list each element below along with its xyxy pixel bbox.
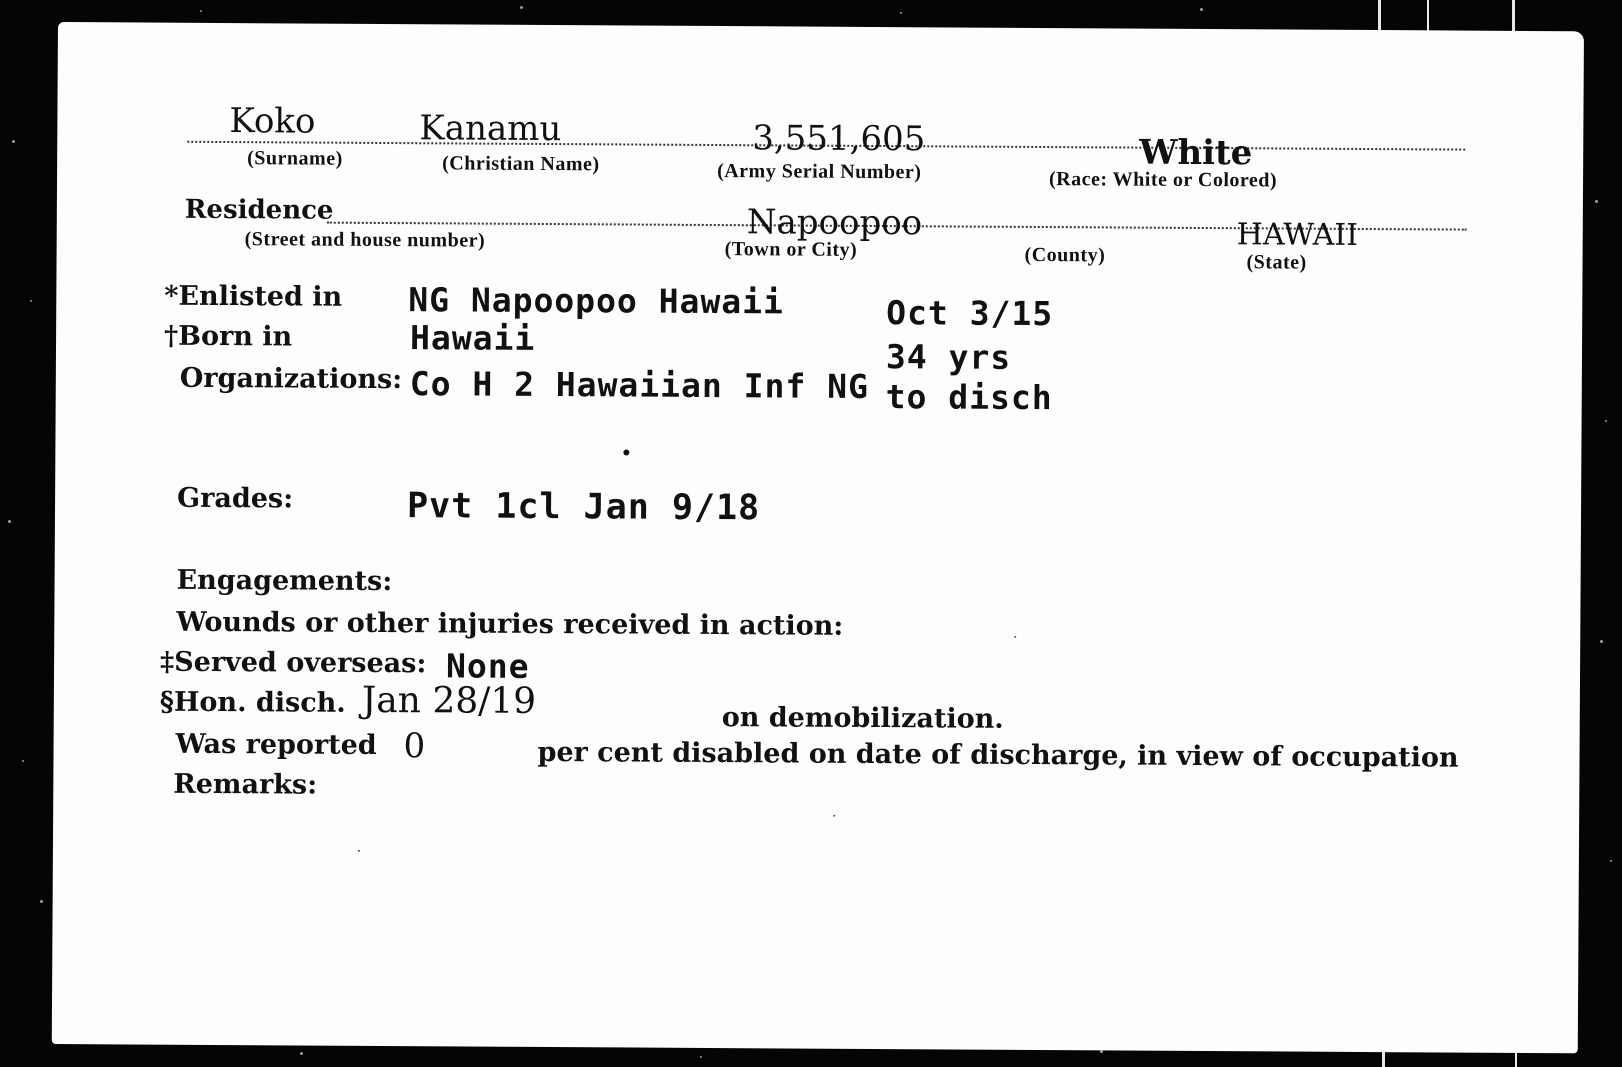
race-value: White <box>1139 132 1253 174</box>
overseas-label: ‡Served overseas: <box>159 646 427 680</box>
dust-speck <box>200 10 202 12</box>
remarks-label: Remarks: <box>173 768 318 801</box>
dust-speck <box>1200 8 1203 11</box>
dust-speck <box>300 1052 303 1055</box>
overseas-value: None <box>445 646 530 686</box>
enlisted-label: *Enlisted in <box>164 280 343 313</box>
street-label: (Street and house number) <box>244 228 486 252</box>
discharge-date: Jan 28/19 <box>361 679 537 722</box>
dust-speck <box>1610 860 1612 862</box>
engagements-label: Engagements: <box>176 564 393 598</box>
county-label: (County) <box>1024 243 1106 267</box>
christian-name-value: Kanamu <box>419 108 562 150</box>
service-record-card <box>52 22 1584 1053</box>
town-value: Napoopoo <box>746 202 923 244</box>
discharge-label: §Hon. disch. <box>159 686 346 719</box>
serial-number-label: (Army Serial Number) <box>717 160 922 184</box>
christian-name-label: (Christian Name) <box>442 152 600 176</box>
dust-speck <box>1595 200 1598 203</box>
residence-label: Residence <box>184 194 334 226</box>
race-label: (Race: White or Colored) <box>1048 168 1278 192</box>
dust-speck <box>900 12 902 14</box>
dust-speck <box>1100 1050 1103 1053</box>
organizations-period: to disch <box>885 377 1053 418</box>
state-label: (State) <box>1246 251 1307 274</box>
dust-speck <box>12 140 15 143</box>
born-value: Hawaii <box>409 318 536 358</box>
dust-speck <box>8 520 11 523</box>
ink-dot <box>833 815 835 817</box>
ink-dot <box>1014 636 1016 638</box>
town-label: (Town or City) <box>724 238 858 261</box>
discharge-reason: on demobilization. <box>721 702 1004 735</box>
serial-number-value: 3,551,605 <box>752 118 926 160</box>
born-age: 34 yrs <box>885 337 1012 377</box>
grades-value: Pvt 1cl Jan 9/18 <box>406 486 761 529</box>
organizations-value: Co H 2 Hawaiian Inf NG <box>409 364 870 406</box>
organizations-label: Organizations: <box>179 362 403 396</box>
disability-label: Was reported <box>175 728 377 761</box>
enlisted-date: Oct 3/15 <box>886 293 1054 334</box>
dust-speck <box>520 6 523 9</box>
dust-speck <box>22 760 24 762</box>
wounds-label: Wounds or other injuries received in action: <box>176 606 844 642</box>
surname-label: (Surname) <box>247 147 343 170</box>
dust-speck <box>1605 420 1607 422</box>
enlisted-value: NG Napoopoo Hawaii <box>408 280 785 322</box>
surname-value: Koko <box>229 101 316 142</box>
dust-speck <box>40 900 43 903</box>
grades-label: Grades: <box>176 482 294 515</box>
disability-text: per cent disabled on date of discharge, in view of occupation <box>537 736 1459 774</box>
disability-value: 0 <box>403 726 426 767</box>
dust-speck <box>30 300 32 302</box>
state-value: HAWAII <box>1236 217 1359 253</box>
ink-dot <box>623 449 629 455</box>
dust-speck <box>700 1056 702 1058</box>
born-label: †Born in <box>163 320 293 353</box>
ink-dot <box>358 850 360 852</box>
dust-speck <box>1600 640 1603 643</box>
